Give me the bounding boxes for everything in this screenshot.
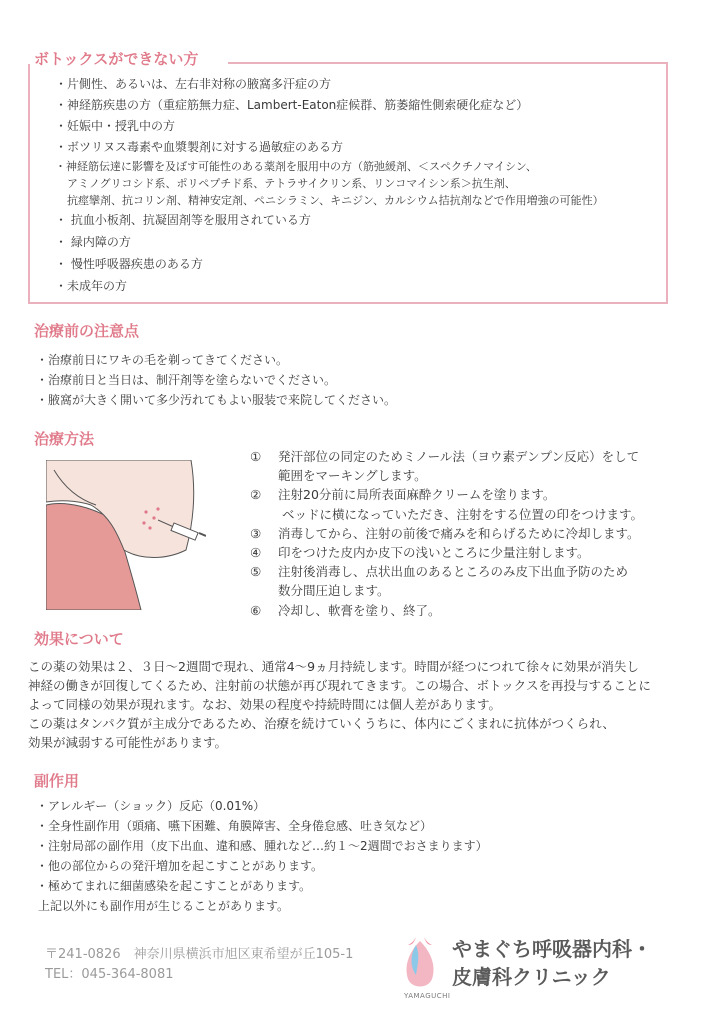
- section-title-side-effects: 副作用: [34, 772, 80, 790]
- list-item: ・極めてまれに細菌感染を起こすことがあります。: [36, 879, 312, 893]
- step-number: ⑤: [250, 564, 262, 580]
- step-text: ベッドに横になっていただき、注射をする位置の印をつけます。: [278, 506, 643, 522]
- list-item: ・ 慢性呼吸器疾患のある方: [55, 257, 203, 271]
- pre-list: [36, 350, 396, 410]
- section-title-method: 治療方法: [34, 430, 95, 448]
- step-row: [250, 485, 643, 504]
- list-item: ・ 抗血小板剤、抗凝固剤等を服用されている方: [55, 213, 311, 227]
- list-item: ・妊娠中・授乳中の方: [55, 119, 176, 133]
- list-item: ・神経筋疾患の方（重症筋無力症、Lambert-Eaton症候群、筋萎縮性側索硬化症など）: [55, 98, 529, 112]
- clinic-name: [452, 935, 652, 991]
- clinic-name-line: やまぐち呼吸器内科・: [452, 937, 652, 961]
- step-number: ①: [250, 449, 262, 464]
- step-number: ③: [250, 525, 262, 541]
- list-item: ・注射局部の副作用（皮下出血、違和感、腫れなど…約１〜2週間でおさまります）: [36, 839, 488, 853]
- logo-wordmark: YAMAGUCHI: [404, 992, 451, 1000]
- step-row: [250, 581, 643, 600]
- list-item: アミノグリコシド系、ポリペプチド系、テトラサイクリン系、リンコマイシン系＞抗生剤、: [67, 177, 516, 190]
- side-effects-list: [36, 796, 488, 916]
- method-steps: [250, 447, 643, 620]
- list-item: ・治療前日と当日は、制汗剤等を塗らないでください。: [36, 373, 337, 387]
- clinic-name-line: 皮膚科クリニック: [452, 965, 611, 989]
- section-title-ng: ボトックスができない方: [34, 50, 199, 68]
- list-item: ・治療前日にワキの毛を剃ってきてください。: [36, 353, 289, 367]
- clinic-phone: TEL：045-364-8081: [45, 967, 174, 982]
- list-item: ・未成年の方: [55, 279, 128, 293]
- step-text: 発汗部位の同定のためミノール法（ヨウ素デンプン反応）をして: [278, 449, 640, 464]
- section-title-effect: 効果について: [34, 630, 124, 648]
- clinic-address: 〒241-0826 神奈川県横浜市旭区東希望が丘105-1: [45, 947, 354, 962]
- step-number: [250, 581, 278, 600]
- step-row: [250, 447, 643, 466]
- list-item: 抗痙攣剤、抗コリン剤、精神安定剤、ペニシラミン、キニジン、カルシウム拮抗剤などで作用増強の可能性）: [67, 194, 604, 207]
- step-row: [250, 543, 643, 562]
- paragraph-line: 神経の働きが回復してくるため、注射前の状態が再び現れてきます。この場合、ボトックスを再投与することに: [28, 678, 652, 693]
- list-item: ・アレルギー（ショック）反応（0.01%）: [36, 799, 266, 813]
- step-text: 印をつけた皮内か皮下の浅いところに少量注射します。: [278, 545, 590, 561]
- list-item: ・全身性副作用（頭痛、嚥下困難、角膜障害、全身倦怠感、吐き気など）: [36, 819, 433, 833]
- ng-list: [55, 74, 604, 297]
- armpit-injection-illustration: [46, 460, 206, 610]
- list-item: 上記以外にも副作用が生じることがあります。: [38, 899, 290, 913]
- list-item: ・腋窩が大きく開いて多少汚れてもよい服装で来院してください。: [36, 393, 397, 407]
- section-title-pre: 治療前の注意点: [34, 322, 140, 340]
- list-item: ・片側性、あるいは、左右非対称の腋窩多汗症の方: [55, 77, 332, 91]
- list-item: ・ 緑内障の方: [55, 235, 131, 249]
- step-row: [250, 505, 643, 524]
- step-number: ④: [250, 545, 262, 561]
- step-text: 消毒してから、注射の前後で痛みを和らげるために冷却します。: [278, 525, 640, 541]
- step-number: [250, 466, 278, 485]
- step-row: [250, 562, 643, 581]
- step-text: 範囲をマーキングします。: [278, 468, 427, 484]
- step-text: 注射20分前に局所表面麻酔クリームを塗ります。: [278, 487, 556, 503]
- list-item: ・ボツリヌス毒素や血漿製剤に対する過敏症のある方: [55, 140, 344, 154]
- list-item: ・他の部位からの発汗増加を起こすことがあります。: [36, 859, 324, 873]
- step-row: [250, 466, 643, 485]
- step-row: [250, 601, 643, 620]
- step-text: 数分間圧迫します。: [278, 583, 390, 599]
- clinic-address-block: [45, 945, 353, 985]
- effect-paragraph: [28, 657, 718, 752]
- step-number: ⑥: [250, 602, 262, 618]
- step-text: 注射後消毒し、点状出血のあるところのみ皮下出血予防のため: [278, 564, 629, 580]
- paragraph-line: この薬の効果は２、３日〜2週間で現れ、通常4〜9ヵ月持続します。時間が経つにつれて徐々に効果が消失し: [28, 659, 639, 674]
- paragraph-line: この薬はタンパク質が主成分であるため、治療を続けていくうちに、体内にごくまれに抗体がつくられ、: [28, 716, 615, 731]
- paragraph-line: よって同様の効果が現れます。なお、効果の程度や持続時間には個人差があります。: [28, 697, 502, 712]
- list-item: ・神経筋伝達に影響を及ぼす可能性のある薬剤を服用中の方（筋弛緩剤、＜スペクチノマイシン、: [55, 160, 537, 173]
- step-row: [250, 524, 643, 543]
- step-number: [250, 505, 278, 524]
- step-number: ②: [250, 487, 262, 503]
- step-text: 冷却し、軟膏を塗り、終了。: [278, 602, 441, 618]
- paragraph-line: 効果が減弱する可能性があります。: [28, 735, 228, 750]
